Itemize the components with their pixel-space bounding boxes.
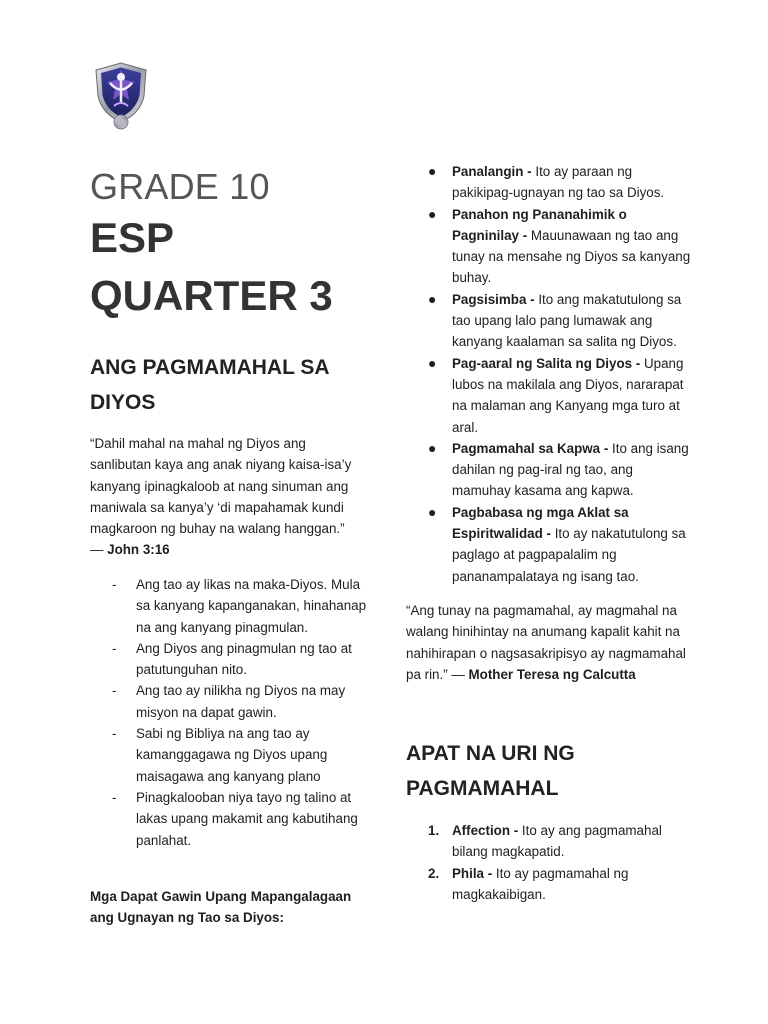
subject-heading: ESP <box>90 214 175 261</box>
list-item: - Ang Diyos ang pinagmulan ng tao at patutunguhan nito. <box>90 638 370 681</box>
care-heading: Mga Dapat Gawin Upang Mapangalagaan ang Ugnayan ng Tao sa Diyos: <box>90 889 352 926</box>
bullet-dot-icon: ● <box>428 354 437 371</box>
quarter-heading: QUARTER 3 <box>90 272 333 319</box>
dash-marker: - <box>112 726 117 742</box>
bible-quote-text: “Dahil mahal na mahal ng Diyos ang sanlibutan kaya ang anak niyang kaisa-isa’y kanyang ipinagkaloob at nang sinuman ang maniwala sa kanya’y ‘di mapahamak kundi magkaroon ng buhay na walang hanggan.” <box>90 436 352 537</box>
list-item: ● Pagsisimba - Ito ang makatutulong sa tao upang lalo pang lumawak ang kanyang kaalaman sa salita ng Diyos. <box>428 290 682 350</box>
list-number: 2. <box>428 865 440 881</box>
dash-marker: - <box>112 577 117 592</box>
list-number: 1. <box>428 823 440 838</box>
bullet-dot-icon: ● <box>428 503 437 520</box>
bible-quote-dash: — <box>90 542 108 558</box>
school-crest-icon <box>92 60 150 130</box>
list-item: 1. Affection - Ito ay ang pagmamahal bilang magkapatid. <box>406 820 691 863</box>
mother-teresa-quote <box>406 600 691 685</box>
school-crest-logo <box>92 60 150 130</box>
dash-list <box>90 574 370 851</box>
list-item: - Ang tao ay likas na maka-Diyos. Mula sa kanyang kapanganakan, hinahanap na ang kanyang pinagmulan. <box>90 574 370 638</box>
quote-source: Mother Teresa ng Calcutta <box>468 666 636 682</box>
bullet-dot-icon: ● <box>428 290 437 307</box>
list-item: - Pinagkalooban niya tayo ng talino at lakas upang makamit ang kabutihang panlahat. <box>90 787 370 851</box>
list-item: - Sabi ng Bibliya na ang tao ay kamanggagawa ng Diyos upang maisagawa ang kanyang plano <box>90 723 370 787</box>
list-item: ● Pagmamahal sa Kapwa - Ito ang isang dahilan ng pag-iral ng tao, ang mamuhay kasama ang kapwa. <box>428 439 689 499</box>
love-types-list <box>406 820 691 905</box>
grade-heading: GRADE 10 <box>90 166 270 207</box>
bullet-dot-icon: ● <box>428 205 437 222</box>
section-title-pagmamahal-sa-diyos: ANG PAGMAMAHAL SA DIYOS <box>90 356 329 414</box>
dash-marker: - <box>112 789 117 805</box>
dash-marker: - <box>112 640 117 656</box>
list-item: 2. Phila - Ito ay pagmamahal ng magkakaibigan. <box>406 863 691 906</box>
section-title-apat-na-uri: APAT NA URI NG PAGMAMAHAL <box>406 742 575 800</box>
bible-quote <box>90 433 370 561</box>
list-item: ● Pagbabasa ng mga Aklat sa Espiritwalidad - Ito ay nakatutulong sa paglago at pagpapalalim ng pananampalataya ng isang tao. <box>428 503 686 584</box>
list-item: ● Panahon ng Pananahimik o Pagninilay - Mauunawaan ng tao ang tunay na mensahe ng Diyos sa kanyang buhay. <box>428 205 691 286</box>
bullet-dot-icon: ● <box>428 439 437 456</box>
list-item: - Ang tao ay nilikha ng Diyos na may misyon na dapat gawin. <box>90 680 370 723</box>
list-item: ● Pag-aaral ng Salita ng Diyos - Upang lubos na makilala ang Diyos, nararapat na malaman ang Kanyang mga turo at aral. <box>428 354 684 435</box>
bullet-dot-icon: ● <box>428 163 437 179</box>
care-items-list <box>406 161 691 587</box>
bible-quote-source: John 3:16 <box>107 542 170 558</box>
list-item: ● Panalangin - Ito ay paraan ng pakikipag-ugnayan ng tao sa Diyos. <box>428 163 665 201</box>
dash-marker: - <box>112 683 117 699</box>
quote-text: “Ang tunay na pagmamahal, ay magmahal na walang hinihintay na anumang kapalit kahit na nahihirapan o nagsasakripisyo ay nagmamahal pa rin.” — <box>406 603 686 682</box>
